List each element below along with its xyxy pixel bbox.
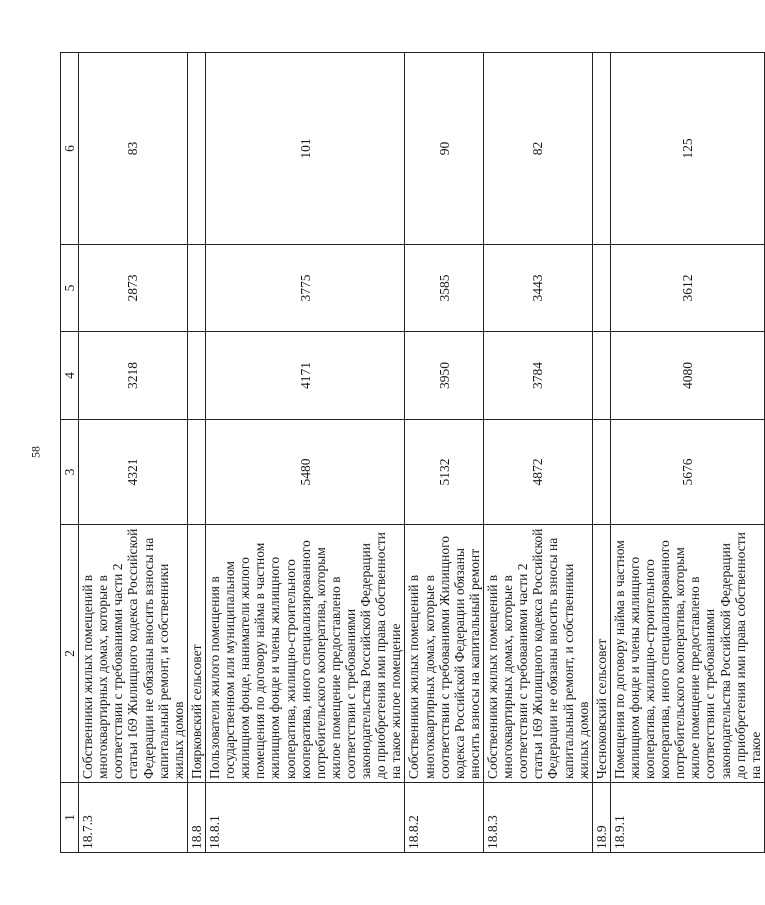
row-value-col4: 3784 (483, 331, 592, 419)
row-value-col3: 4872 (483, 419, 592, 524)
row-value-col5: 3612 (610, 244, 764, 331)
row-description: Поярковский сельсовет (187, 524, 205, 782)
row-value-col5 (592, 244, 610, 331)
row-value-col4: 3218 (79, 331, 188, 419)
row-value-col5: 3775 (205, 244, 404, 331)
row-code: 18.8.2 (405, 782, 484, 852)
row-value-col4 (592, 331, 610, 419)
row-value-col5: 3443 (483, 244, 592, 331)
row-code: 18.8.1 (205, 782, 404, 852)
table-row (483, 52, 592, 852)
row-code: 18.9.1 (610, 782, 764, 852)
row-value-col4 (187, 331, 205, 419)
column-header: 6 (61, 52, 79, 244)
row-description: Помещения по договору найма в частном жилищном фонде и члены жилищного кооператива, жилищно-строительного кооператива, иного специализированного потребительского кооператива, которым жилое помещение предоставлено в соответствии с требованиями законодательства Российской Федерации до приобретения ими права собственности на такое (610, 524, 764, 782)
row-description: Собственники жилых помещений в многоквартирных домах, которые в соответствии с требованиями части 2 статьи 169 Жилищного кодекса Российской Федерации не обязаны вносить взносы на капитальный ремонт, и собственники жилых домов (79, 524, 188, 782)
row-value-col6: 101 (205, 52, 404, 244)
table-row (405, 52, 484, 852)
row-description: Пользователи жилого помещения в государственном или муниципальном жилищном фонде, наниматели жилого помещения по договору найма в частном жилищном фонде и члены жилищного кооператива, жилищно-строительного кооператива, иного специализированного потребительского кооператива, которым жилое помещение предоставлено в соответствии с требованиями законодательства Российской Федерации до приобретения ими права собственности на такое жилое помещение (205, 524, 404, 782)
row-description: Чесноковский сельсовет (592, 524, 610, 782)
row-code: 18.9 (592, 782, 610, 852)
row-value-col6: 90 (405, 52, 484, 244)
row-value-col5 (187, 244, 205, 331)
column-header: 3 (61, 419, 79, 524)
table-row (205, 52, 404, 852)
row-value-col6 (592, 52, 610, 244)
table-row (610, 52, 764, 852)
table-row (592, 52, 610, 852)
table-row (79, 52, 188, 852)
row-value-col5: 2873 (79, 244, 188, 331)
row-value-col4: 3950 (405, 331, 484, 419)
row-value-col3 (592, 419, 610, 524)
row-value-col4: 4080 (610, 331, 764, 419)
row-value-col4: 4171 (205, 331, 404, 419)
row-value-col3: 5480 (205, 419, 404, 524)
row-value-col6: 82 (483, 52, 592, 244)
table-row (187, 52, 205, 852)
row-code: 18.8.3 (483, 782, 592, 852)
row-description: Собственники жилых помещений в многоквартирных домах, которые в соответствии с требованиями Жилищного кодекса Российской Федерации обязаны вносить взносы на капитальный ремонт (405, 524, 484, 782)
row-value-col3: 4321 (79, 419, 188, 524)
column-header: 5 (61, 244, 79, 331)
column-header: 2 (61, 524, 79, 782)
row-value-col6: 125 (610, 52, 764, 244)
column-header: 4 (61, 331, 79, 419)
row-value-col3: 5676 (610, 419, 764, 524)
row-value-col3: 5132 (405, 419, 484, 524)
row-value-col5: 3585 (405, 244, 484, 331)
row-code: 18.7.3 (79, 782, 188, 852)
page-number: 58 (28, 446, 43, 458)
row-description: Собственники жилых помещений в многоквартирных домах, которые в соответствии с требованиями части 2 статьи 169 Жилищного кодекса Российской Федерации не обязаны вносить взносы на капитальный ремонт, и собственники жилых домов (483, 524, 592, 782)
row-value-col6: 83 (79, 52, 188, 244)
row-value-col3 (187, 419, 205, 524)
row-code: 18.8 (187, 782, 205, 852)
row-value-col6 (187, 52, 205, 244)
tariff-table-container (60, 53, 763, 853)
column-header: 1 (61, 782, 79, 852)
tariff-table (60, 52, 765, 853)
table-header-row (61, 52, 79, 852)
